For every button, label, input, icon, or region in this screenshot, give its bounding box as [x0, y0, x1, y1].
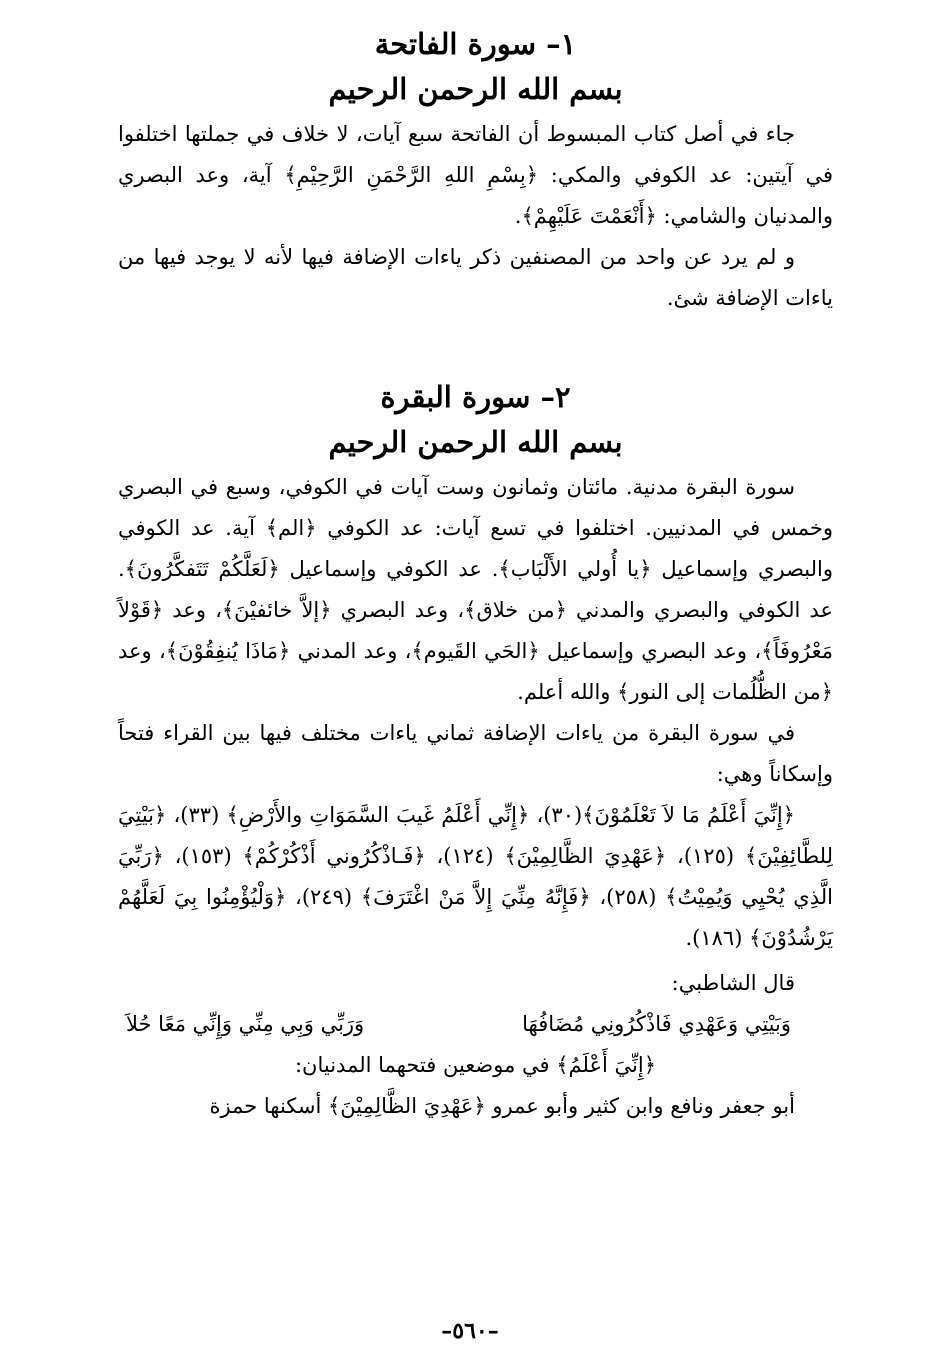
paragraph-baqarah-idafa: في سورة البقرة من ياءات الإضافة ثماني ياءات مختلف فيها بين القراء فتحاً وإسكاناً وهي:	[118, 721, 833, 786]
page-number: –٥٦٠–	[441, 1318, 499, 1344]
basmala-fatiha: بسم الله الرحمن الرحيم	[328, 72, 623, 106]
paragraph-fatiha-idafa: و لم يرد عن واحد من المصنفين ذكر ياءات الإضافة فيها لأنه لا يوجد فيها من ياءات الإضافة شئ.	[118, 245, 833, 310]
poem-note: ﴿إِنِّيَ أَعْلَمُ﴾ في موضعين فتحهما المدنيان:	[294, 1053, 656, 1077]
poem-hemistich-right: وَبَيْتِي وَعَهْدِي فَاذْكُرُونِي مُضَافُهَا	[522, 1012, 791, 1036]
poem-hemistich-left: وَرَبِّي وَبِي مِنِّي وَإِنِّي مَعًا حُلاَ	[126, 1012, 365, 1036]
basmala-baqarah: بسم الله الرحمن الرحيم	[328, 425, 623, 459]
section-heading-fatiha: ١– سورة الفاتحة	[374, 27, 577, 61]
paragraph-baqarah-verses: سورة البقرة مدنية. مائتان وثمانون وست آيات في الكوفي، وسبع في البصري وخمس في المدنيين. اختلفوا في تسع آيات: عد الكوفي ﴿الم﴾ آية. عد الكوفي والبصري وإسماعيل ﴿يا أُولي الأَلْبَاب﴾. عد الكوفي وإسماعيل ﴿لَعَلَّكُمْ تَتَفكَّرُونَ﴾. عد الكوفي والبصري والمدني ﴿من خلاق﴾، وعد البصري ﴿إلاَّ خائفيْنَ﴾، وعد ﴿قَوْلاً مَعْرُوفَاً﴾، وعد البصري وإسماعيل ﴿الحَي القَيوم﴾، وعد المدني ﴿مَاذَا يُنفِقُوْنَ﴾، وعد ﴿من الظُّلُمات إلى النور﴾ والله أعلم.	[118, 475, 833, 704]
shatibi-label: قال الشاطبي:	[671, 971, 795, 995]
section-heading-baqarah: ٢– سورة البقرة	[380, 380, 571, 414]
paragraph-idafa-list: ﴿إِنِّيَ أَعْلَمُ مَا لاَ تَعْلَمُوْنَ﴾(٣٠)، ﴿إِنِّي أَعْلَمُ غَيبَ السَّمَوَاتِ والأَرْضِ﴾ (٣٣)، ﴿بَيْتِيَ لِلطَّائِفِيْنَ﴾ (١٢٥)، ﴿عَهْدِيَ الظَّالِمِيْنَ﴾ (١٢٤)، ﴿فَـاذْكُرُوني أَذْكُرْكُمْ﴾ (١٥٣)، ﴿رَبِّيَ الَّذِي يُحْيِي وَيُمِيْتُ﴾ (٢٥٨)، ﴿فَإِنَّهُ مِنِّيَ إِلاَّ مَنْ اغْتَرَفَ﴾ (٢٤٩)، ﴿وَلْيُؤْمِنُوا بِيَ لَعَلَّهُمْ يَرْشُدُوْنَ﴾ (١٨٦).	[118, 803, 834, 950]
section-spacer	[118, 319, 833, 375]
paragraph-fatiha-verses: جاء في أصل كتاب المبسوط أن الفاتحة سبع آيات، لا خلاف في جملتها اختلفوا في آيتين: عد الكوفي والمكي: ﴿بِسْمِ اللهِ الرَّحْمَنِ الرَّحِيْمِ﴾ آية، وعد البصري والمدنيان والشامي: ﴿أَنْعَمْتَ عَلَيْهِمْ﴾.	[118, 122, 833, 228]
page-body	[118, 22, 833, 1127]
paragraph-readers: أبو جعفر ونافع وابن كثير وأبو عمرو ﴿عَهْدِيَ الظَّالِمِيْنَ﴾ أسكنها حمزة	[209, 1094, 795, 1118]
poem-verse	[118, 1004, 833, 1045]
